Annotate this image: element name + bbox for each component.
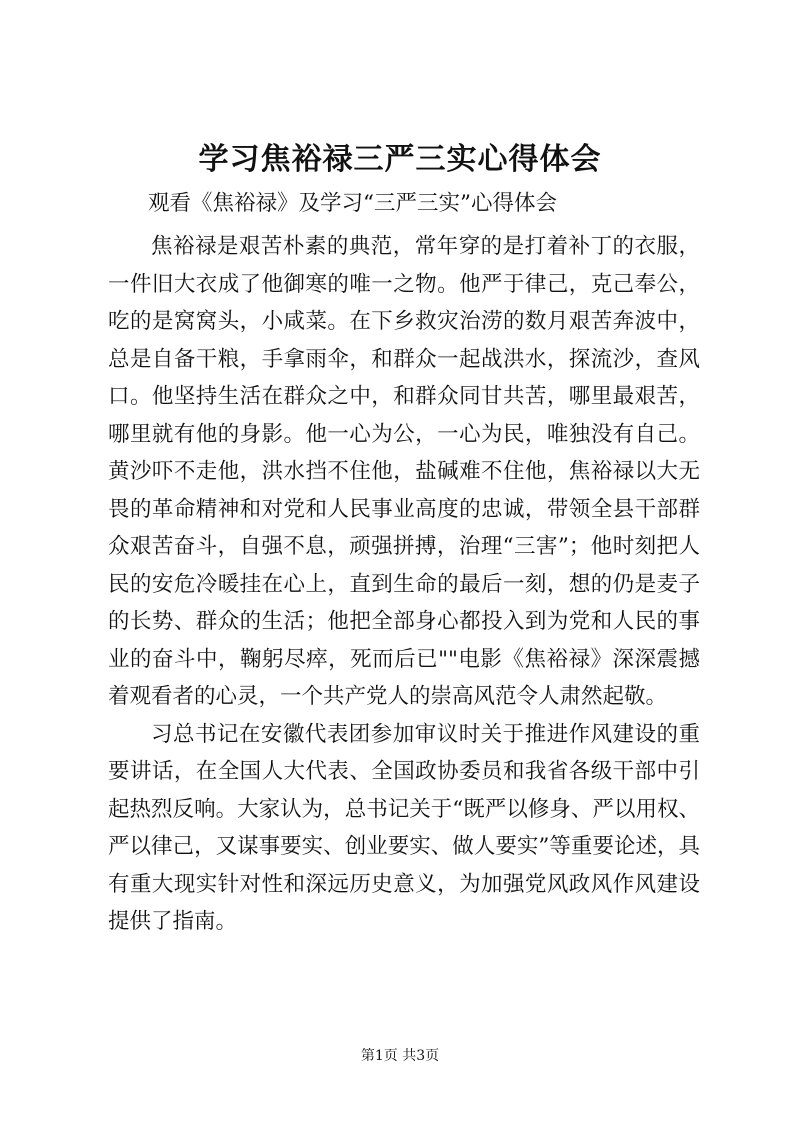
paragraph-1: 焦裕禄是艰苦朴素的典范，常年穿的是打着补丁的衣服，一件旧大衣成了他御寒的唯一之物。他严于律己，克己奉公，吃的是窝窝头，小咸菜。在下乡救灾治涝的数月艰苦奔波中，总是自备干粮，手拿雨伞，和群众一起战洪水，探流沙，查风口。他坚持生活在群众之中，和群众同甘共苦，哪里最艰苦，哪里就有他的身影。他一心为公，一心为民，唯独没有自己。黄沙吓不走他，洪水挡不住他，盐碱难不住他，焦裕禄以大无畏的革命精神和对党和人民事业高度的忠诚，带领全县干部群众艰苦奋斗，自强不息，顽强拼搏，治理“三害”；他时刻把人民的安危冷暖挂在心上，直到生命的最后一刻，想的仍是麦子的长势、群众的生活；他把全部身心都投入到为党和人民的事业的奋斗中，鞠躬尽瘁，死而后已""电影《焦裕禄》深深震撼着观看者的心灵，一个共产党人的崇高风范令人肃然起敬。 — [108, 234, 700, 709]
document-subtitle: 观看《焦裕禄》及学习“三严三实”心得体会 — [148, 191, 557, 216]
page-number-footer: 第1页 共3页 — [360, 1048, 440, 1064]
document-body — [108, 228, 700, 941]
document-title: 学习焦裕禄三严三实心得体会 — [198, 142, 602, 177]
paragraph-2: 习总书记在安徽代表团参加审议时关于推进作风建设的重要讲话，在全国人大代表、全国政协委员和我省各级干部中引起热烈反响。大家认为，总书记关于“既严以修身、严以用权、严以律己，又谋事要实、创业要实、做人要实”等重要论述，具有重大现实针对性和深远历史意义，为加强党风政风作风建设提供了指南。 — [108, 721, 700, 934]
